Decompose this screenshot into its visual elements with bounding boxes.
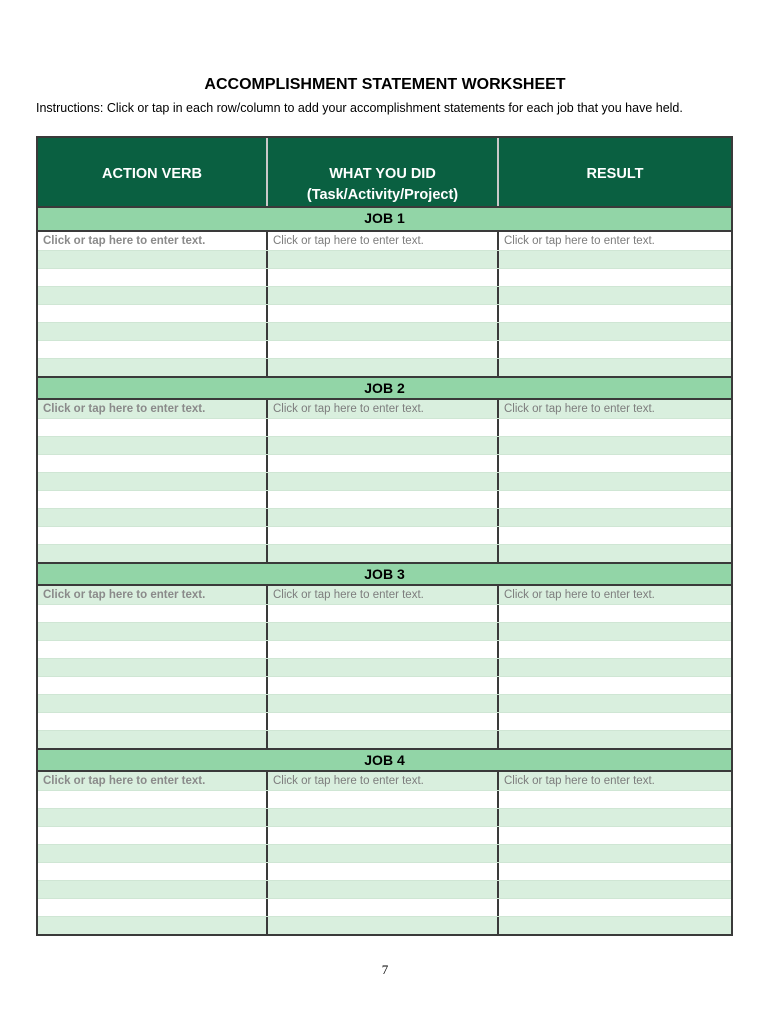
table-row — [38, 526, 731, 544]
action-verb-field[interactable] — [38, 455, 268, 472]
result-field[interactable]: Click or tap here to enter text. — [504, 235, 655, 247]
result-field[interactable] — [499, 809, 731, 826]
what-you-did-field[interactable] — [268, 605, 499, 622]
result-field[interactable] — [499, 863, 731, 880]
worksheet-table — [36, 136, 733, 936]
what-you-did-field[interactable] — [268, 491, 499, 508]
what-you-did-field[interactable] — [268, 305, 499, 322]
what-you-did-field[interactable] — [268, 899, 499, 916]
action-verb-field[interactable] — [38, 437, 268, 454]
action-verb-field[interactable] — [38, 623, 268, 640]
action-verb-field[interactable] — [38, 899, 268, 916]
table-row — [38, 826, 731, 844]
action-verb-field[interactable]: Click or tap here to enter text. — [38, 586, 268, 604]
action-verb-field[interactable] — [38, 659, 268, 676]
table-row — [38, 472, 731, 490]
result-field[interactable] — [499, 605, 731, 622]
result-field[interactable] — [499, 623, 731, 640]
table-row — [38, 712, 731, 730]
action-verb-field[interactable] — [38, 545, 268, 562]
result-field[interactable] — [499, 341, 731, 358]
result-field[interactable] — [499, 455, 731, 472]
table-row — [38, 916, 731, 934]
result-field[interactable] — [499, 545, 731, 562]
instructions-text: Instructions: Click or tap in each row/column to add your accomplishment statements for each job that you have held. — [36, 101, 683, 115]
action-verb-field[interactable] — [38, 509, 268, 526]
what-you-did-field[interactable] — [268, 419, 499, 436]
table-row — [38, 250, 731, 268]
what-you-did-field[interactable] — [268, 713, 499, 730]
action-verb-field[interactable] — [38, 251, 268, 268]
table-row — [38, 604, 731, 622]
table-row — [38, 658, 731, 676]
action-verb-field[interactable] — [38, 605, 268, 622]
what-you-did-field[interactable]: Click or tap here to enter text. — [268, 232, 499, 250]
table-row — [38, 676, 731, 694]
table-row — [38, 880, 731, 898]
table-row — [38, 436, 731, 454]
table-row — [38, 586, 731, 604]
action-verb-field[interactable]: Click or tap here to enter text. — [38, 772, 268, 790]
table-row — [38, 772, 731, 790]
table-row — [38, 232, 731, 250]
action-verb-field[interactable] — [38, 791, 268, 808]
table-row — [38, 790, 731, 808]
table-row — [38, 400, 731, 418]
what-you-did-field[interactable] — [268, 545, 499, 562]
what-you-did-field[interactable] — [268, 845, 499, 862]
result-field[interactable] — [499, 677, 731, 694]
result-field[interactable] — [499, 509, 731, 526]
action-verb-field[interactable] — [38, 359, 268, 376]
table-row — [38, 454, 731, 472]
what-you-did-field[interactable]: Click or tap here to enter text. — [268, 772, 499, 790]
table-row — [38, 322, 731, 340]
result-field[interactable] — [499, 287, 731, 304]
what-you-did-field[interactable] — [268, 659, 499, 676]
column-header-label: ACTION VERB — [102, 166, 202, 182]
result-field[interactable]: Click or tap here to enter text. — [504, 403, 655, 415]
what-you-did-field[interactable] — [268, 641, 499, 658]
action-verb-field[interactable] — [38, 695, 268, 712]
result-field[interactable] — [499, 881, 731, 898]
job-section-header: JOB 2 — [38, 376, 731, 400]
table-row — [38, 622, 731, 640]
column-header-label: WHAT YOU DID — [329, 166, 436, 182]
result-field[interactable] — [499, 659, 731, 676]
result-field[interactable] — [499, 305, 731, 322]
job-section-header: JOB 1 — [38, 208, 731, 232]
what-you-did-field[interactable] — [268, 437, 499, 454]
table-row — [38, 640, 731, 658]
what-you-did-field[interactable] — [268, 863, 499, 880]
what-you-did-field[interactable] — [268, 509, 499, 526]
what-you-did-field[interactable] — [268, 623, 499, 640]
result-field[interactable] — [499, 491, 731, 508]
column-header-what-you-did — [268, 138, 499, 206]
what-you-did-field[interactable] — [268, 473, 499, 490]
action-verb-field[interactable] — [38, 881, 268, 898]
result-field[interactable] — [499, 323, 731, 340]
what-you-did-field[interactable] — [268, 881, 499, 898]
action-verb-field[interactable] — [38, 677, 268, 694]
what-you-did-field[interactable] — [268, 827, 499, 844]
action-verb-field[interactable] — [38, 827, 268, 844]
what-you-did-field[interactable]: Click or tap here to enter text. — [268, 586, 499, 604]
action-verb-field[interactable] — [38, 731, 268, 748]
table-row — [38, 862, 731, 880]
result-field[interactable] — [499, 269, 731, 286]
action-verb-field[interactable] — [38, 713, 268, 730]
what-you-did-field[interactable] — [268, 323, 499, 340]
result-field[interactable] — [499, 845, 731, 862]
result-field[interactable] — [499, 251, 731, 268]
result-field[interactable] — [499, 473, 731, 490]
table-row — [38, 808, 731, 826]
action-verb-field[interactable] — [38, 641, 268, 658]
result-field[interactable] — [499, 827, 731, 844]
what-you-did-field[interactable] — [268, 917, 499, 934]
page-number: 7 — [381, 962, 389, 977]
action-verb-field[interactable] — [38, 269, 268, 286]
action-verb-field[interactable] — [38, 491, 268, 508]
what-you-did-field[interactable] — [268, 677, 499, 694]
result-field[interactable] — [499, 917, 731, 934]
what-you-did-field[interactable] — [268, 455, 499, 472]
column-header-result — [499, 138, 731, 206]
action-verb-field[interactable] — [38, 473, 268, 490]
action-verb-field[interactable] — [38, 863, 268, 880]
column-header-action-verb — [38, 138, 268, 206]
job-section-header: JOB 3 — [38, 562, 731, 586]
table-row — [38, 694, 731, 712]
table-row — [38, 544, 731, 562]
what-you-did-field[interactable]: Click or tap here to enter text. — [268, 400, 499, 418]
what-you-did-field[interactable] — [268, 359, 499, 376]
action-verb-field[interactable] — [38, 323, 268, 340]
table-row — [38, 730, 731, 748]
action-verb-field[interactable] — [38, 917, 268, 934]
result-field[interactable] — [499, 527, 731, 544]
what-you-did-field[interactable] — [268, 731, 499, 748]
action-verb-field[interactable] — [38, 341, 268, 358]
worksheet-title: ACCOMPLISHMENT STATEMENT WORKSHEET — [204, 76, 566, 93]
action-verb-field[interactable]: Click or tap here to enter text. — [38, 232, 268, 250]
table-row — [38, 304, 731, 322]
what-you-did-field[interactable] — [268, 341, 499, 358]
table-row — [38, 844, 731, 862]
column-header-sublabel: (Task/Activity/Project) — [306, 187, 459, 203]
action-verb-field[interactable] — [38, 809, 268, 826]
table-row — [38, 490, 731, 508]
what-you-did-field[interactable] — [268, 269, 499, 286]
table-row — [38, 268, 731, 286]
action-verb-field[interactable] — [38, 287, 268, 304]
table-header — [38, 138, 731, 208]
result-field[interactable]: Click or tap here to enter text. — [504, 775, 655, 787]
action-verb-field[interactable] — [38, 527, 268, 544]
result-field[interactable] — [499, 641, 731, 658]
what-you-did-field[interactable] — [268, 809, 499, 826]
what-you-did-field[interactable] — [268, 251, 499, 268]
table-row — [38, 418, 731, 436]
what-you-did-field[interactable] — [268, 287, 499, 304]
action-verb-field[interactable] — [38, 305, 268, 322]
result-field[interactable] — [499, 359, 731, 376]
column-header-label: RESULT — [586, 166, 644, 182]
what-you-did-field[interactable] — [268, 527, 499, 544]
table-row — [38, 508, 731, 526]
result-field[interactable] — [499, 899, 731, 916]
result-field[interactable] — [499, 713, 731, 730]
result-field[interactable]: Click or tap here to enter text. — [504, 589, 655, 601]
table-row — [38, 358, 731, 376]
action-verb-field[interactable] — [38, 419, 268, 436]
table-row — [38, 340, 731, 358]
result-field[interactable] — [499, 695, 731, 712]
table-row — [38, 898, 731, 916]
what-you-did-field[interactable] — [268, 791, 499, 808]
action-verb-field[interactable] — [38, 845, 268, 862]
action-verb-field[interactable]: Click or tap here to enter text. — [38, 400, 268, 418]
table-row — [38, 286, 731, 304]
what-you-did-field[interactable] — [268, 695, 499, 712]
job-section-header: JOB 4 — [38, 748, 731, 772]
result-field[interactable] — [499, 791, 731, 808]
result-field[interactable] — [499, 731, 731, 748]
result-field[interactable] — [499, 419, 731, 436]
result-field[interactable] — [499, 437, 731, 454]
